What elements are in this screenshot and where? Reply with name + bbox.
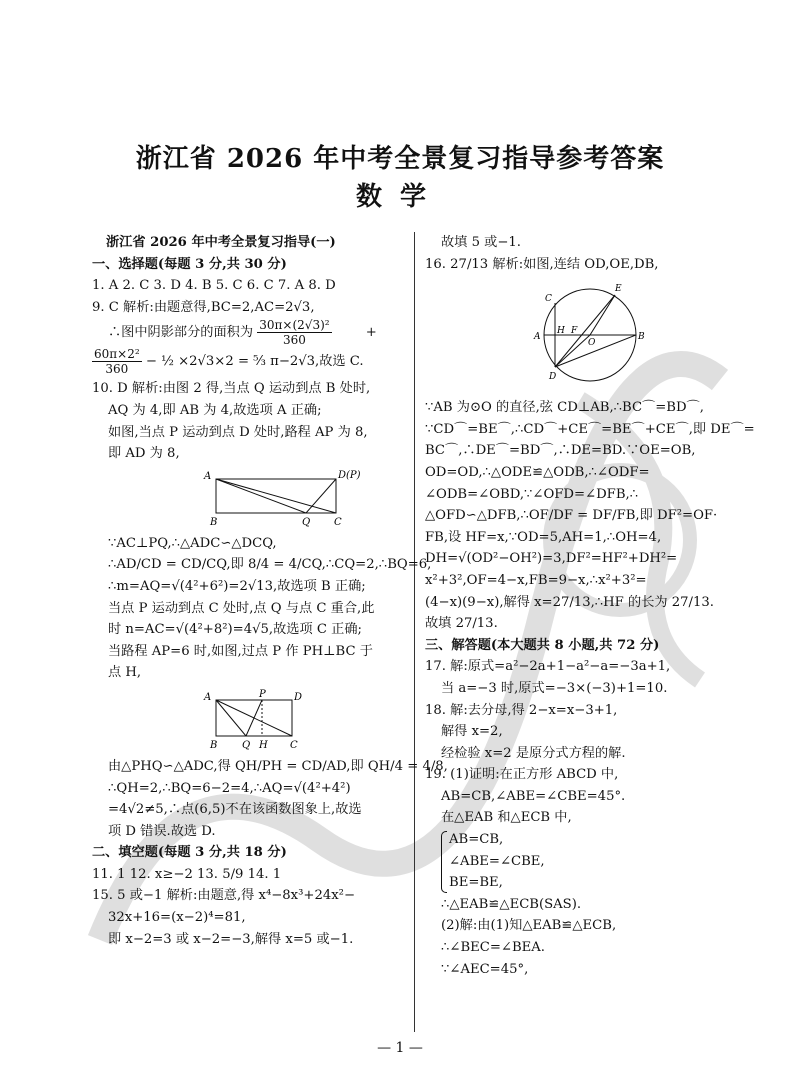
q15-line: 15. 5 或−1 解析:由题意,得 x⁴−8x³+24x²− (92, 888, 356, 904)
fig2-label: B (210, 739, 218, 750)
q16-line: 16. 27/13 解析:如图,连结 OD,OE,DB, (425, 256, 659, 272)
q9-line: 9. C 解析:由题意得,BC=2,AC=2√3, (92, 299, 315, 315)
q19-system (425, 829, 720, 894)
answer-row-1-8: 1. A 2. C 3. D 4. B 5. C 6. C 7. A 8. D (92, 278, 336, 294)
q10-line: ∴QH=2,∴BQ=6−2=4,∴AQ=√(4²+4²) (108, 780, 351, 796)
fig2-label: Q (242, 739, 251, 750)
q9-frac-num: 30π×(2√3)² (259, 318, 330, 333)
q15-continuation: 故填 5 或−1. (441, 235, 521, 250)
q18-line: 经检验 x=2 是原分式方程的解. (441, 745, 626, 761)
q9-frac-den: 360 (105, 362, 129, 377)
q16-line: OD=OD,∴△ODE≌△ODB,∴∠ODF= (425, 464, 650, 480)
q19-line: 在△EAB 和△ECB 中, (441, 810, 572, 826)
part-heading-fill: 二、填空题(每题 3 分,共 18 分) (92, 845, 287, 861)
q9-frac-num: 60π×2² (94, 347, 140, 362)
q15-line: 32x+16=(x−2)⁴=81, (108, 910, 246, 926)
q19-line: AB=CB, (449, 832, 504, 848)
q16-line: BC⌒,∴DE⌒=BD⌒,∴DE=BD.∵OE=OB, (425, 443, 696, 459)
page-subtitle: 数学 (355, 182, 444, 212)
fig3-label: F (571, 326, 578, 337)
q15-line: 即 x−2=3 或 x−2=−3,解得 x=5 或−1. (108, 931, 354, 947)
q10-line: 项 D 错误.故选 D. (108, 823, 216, 839)
q9-line (92, 347, 402, 376)
q9-line (92, 318, 402, 347)
q19-line: 19. (1)证明:在正方形 ABCD 中, (425, 767, 619, 783)
figure-circle (525, 279, 655, 391)
fig3-label: E (615, 284, 622, 295)
q9-plus: + (365, 325, 377, 341)
q9-text: − ½ ×2√3×2 = ⁵⁄₃ π−2√3,故选 C. (145, 354, 364, 370)
q17-line: 17. 解:原式=a²−2a+1−a²−a=−3a+1, (425, 659, 671, 675)
page-title: 浙江省 2026 年中考全景复习指导参考答案 (135, 144, 665, 174)
q16-line: ∵AB 为⊙O 的直径,弦 CD⊥AB,∴BC⌒=BD⌒, (425, 400, 704, 416)
q19-line: (2)解:由(1)知△EAB≌△ECB, (441, 918, 617, 934)
q17-line: 当 a=−3 时,原式=−3×(−3)+1=10. (441, 680, 668, 696)
q10-line: ∴m=AQ=√(4²+6²)=2√13,故选项 B 正确; (108, 578, 366, 594)
left-column (92, 232, 448, 950)
brace (441, 831, 447, 893)
q9-frac-den: 360 (282, 333, 306, 348)
figure-rectangle-1 (202, 469, 362, 527)
q19-line: ∵∠AEC=45°, (441, 961, 529, 977)
q9-text: ∴图中阴影部分的面积为 (108, 325, 254, 341)
q19-line: ∴∠BEC=∠BEA. (441, 940, 545, 956)
q16-line: 故填 27/13. (425, 616, 498, 632)
fig3-label: A (534, 332, 541, 343)
q9-fraction (257, 318, 331, 347)
q10-line: =4√2≠5,∴点(6,5)不在该函数图象上,故选 (108, 802, 362, 818)
fig2-label: D (294, 691, 303, 703)
fig1-label: A (204, 470, 212, 482)
q19-line: BE=BE, (449, 875, 503, 891)
q9-fraction (92, 347, 142, 376)
q19-line: AB=CB,∠ABE=∠CBE=45°. (441, 788, 626, 804)
fig3-label: O (588, 338, 596, 349)
answer-row-11-14: 11. 1 12. x≥−2 13. 5/9 14. 1 (92, 866, 282, 882)
column-divider (414, 232, 415, 1032)
q10-line: 当点 P 运动到点 C 处时,点 Q 与点 C 重合,此 (108, 600, 375, 616)
figure-rectangle-2 (202, 688, 362, 750)
q10-line: 由△PHQ∽△ADC,得 QH/PH = CD/AD,即 QH/4 = 4/8, (108, 758, 448, 774)
q10-line: 即 AD 为 8, (108, 446, 180, 462)
fig3-label: C (545, 294, 552, 305)
q16-line: △OFD∽△DFB,∴OF/DF = DF/FB,即 DF²=OF· (425, 508, 718, 524)
q19-line: ∠ABE=∠CBE, (449, 853, 545, 869)
q16-line: ∠ODB=∠OBD,∵∠OFD=∠DFB,∴ (425, 486, 639, 502)
q18-line: 18. 解:去分母,得 2−x=x−3+1, (425, 702, 618, 718)
part-heading-solve: 三、解答题(本大题共 8 小题,共 72 分) (425, 637, 660, 653)
fig2-label: C (290, 739, 298, 750)
q16-line: x²+3²,OF=4−x,FB=9−x,∴x²+3²= (425, 572, 647, 588)
right-column (425, 232, 755, 980)
q16-line: (4−x)(9−x),解得 x=27/13,∴HF 的长为 27/13. (425, 594, 714, 610)
fig2-label: P (259, 688, 266, 700)
page-number: — 1 — (377, 1040, 423, 1056)
fig1-label: B (210, 516, 218, 527)
fig1-label: D(P) (338, 469, 361, 481)
q16-line: FB,设 HF=x,∵OD=5,AH=1,∴OH=4, (425, 529, 662, 545)
q19-line: ∴△EAB≌△ECB(SAS). (441, 896, 582, 912)
fig1-label: Q (302, 516, 311, 527)
q10-line: 如图,当点 P 运动到点 D 处时,路程 AP 为 8, (108, 424, 368, 440)
q16-line: DH=√(OD²−OH²)=3,DF²=HF²+DH²= (425, 551, 678, 567)
fig3-label: B (638, 332, 645, 343)
fig2-label: H (259, 739, 268, 750)
q10-line: 时 n=AC=√(4²+8²)=4√5,故选项 C 正确; (108, 622, 362, 638)
fig1-label: C (334, 516, 342, 527)
q10-line: ∵AC⊥PQ,∴△ADC∽△DCQ, (108, 535, 277, 551)
fig3-label: H (557, 326, 565, 337)
q18-line: 解得 x=2, (441, 724, 503, 740)
q10-line: 点 H, (108, 665, 142, 681)
fig3-label: D (549, 372, 557, 383)
q10-line: 当路程 AP=6 时,如图,过点 P 作 PH⊥BC 于 (108, 643, 373, 659)
fig2-label: A (204, 691, 212, 703)
q10-line: 10. D 解析:由图 2 得,当点 Q 运动到点 B 处时, (92, 381, 371, 397)
q10-line: ∴AD/CD = CD/CQ,即 8/4 = 4/CQ,∴CQ=2,∴BQ=6, (108, 557, 432, 573)
section-title: 浙江省 2026 年中考全景复习指导(一) (106, 235, 336, 250)
q10-line: AQ 为 4,即 AB 为 4,故选项 A 正确; (108, 402, 322, 418)
q16-line: ∵CD⌒=BE⌒,∴CD⌒+CE⌒=BE⌒+CE⌒,即 DE⌒= (425, 421, 755, 437)
part-heading-choice: 一、选择题(每题 3 分,共 30 分) (92, 256, 287, 272)
